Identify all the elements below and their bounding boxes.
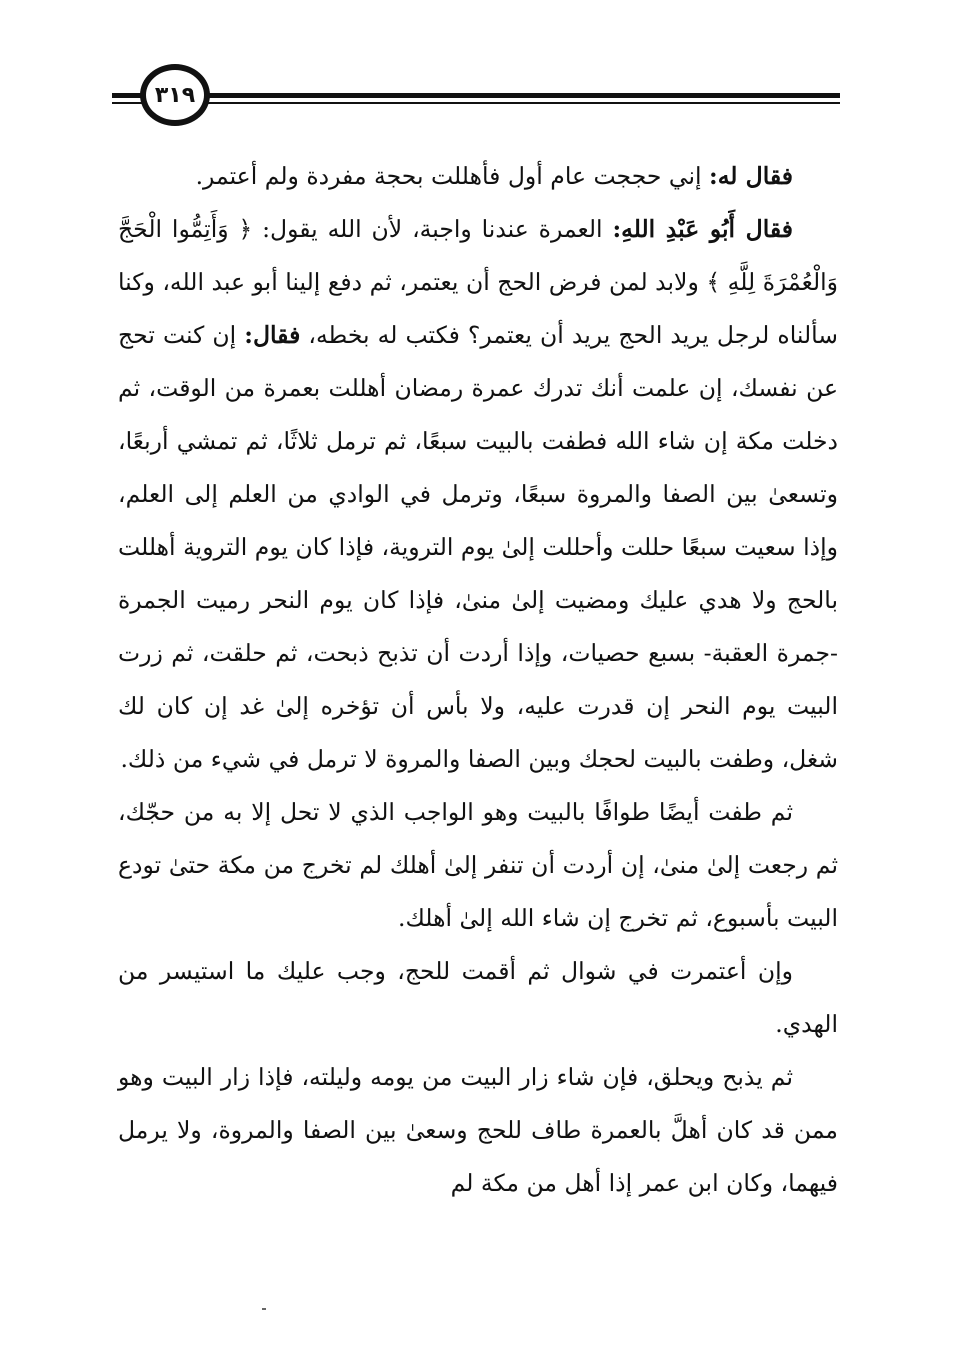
paragraph-text: إن كنت تحج عن نفسك، إن علمت أنك تدرك عمرة رمضان أهللت بعمرة من الوقت، ثم دخلت مكة إن شاء الله فطفت بالبيت سبعًا، ثم ترمل ثلاثًا، ثم تمشي أربعًا، وتسعىٰ بين الصفا والمروة سبعًا، وترمل في الوادي من العلم إلى العلم، وإذا سعيت سبعًا حللت وأحللت إلىٰ يوم التروية، فإذا كان يوم التروية أهللت بالحج ولا هدي عليك ومضيت إلىٰ منىٰ، فإذا كان يوم النحر رميت الجمرة -جمرة العقبة- بسبع حصيات، وإذا أردت أن تذبح ذبحت، ثم حلقت، ثم زرت البيت يوم النحر إن قدرت عليه، ولا بأس أن تؤخره إلىٰ غد إن كان لك شغل، وطفت بالبيت لحجك وبين الصفا والمروة لا ترمل في شيء من ذلك. — [118, 321, 838, 773]
paragraph-text: العمرة عندنا واجبة، لأن الله يقول: ﴿ وَأَتِمُّوا الْحَجَّ وَالْعُمْرَةَ لِلَّهِ ﴾ ولابد لمن فرض الحج أن يعتمر، ثم دفع إلينا أبو عبد الله، وكنا سألناه لرجل يريد الحج يريد أن يعتمر؟ فكتب له بخطه، — [118, 215, 838, 349]
paragraph — [118, 203, 838, 786]
speaker-label: فقال: — [244, 321, 301, 349]
paragraph-text: وإن أعتمرت في شوال ثم أقمت للحج، وجب عليك ما استيسر من الهدي. — [118, 957, 838, 1038]
paragraph — [118, 945, 838, 1051]
page-body — [118, 150, 838, 1210]
footer-mark — [262, 1308, 266, 1310]
paragraph-text: إني حججت عام أول فأهللت بحجة مفردة ولم أعتمر. — [195, 162, 710, 190]
paragraph — [118, 786, 838, 945]
speaker-label: فقال له: — [709, 162, 793, 190]
page-number: ٣١٩ — [154, 82, 196, 108]
header-rule-thin — [112, 102, 840, 104]
page-header — [0, 0, 953, 150]
page-number-badge — [140, 64, 210, 126]
paragraph-text: ثم يذبح ويحلق، فإن شاء زار البيت من يومه وليلته، فإذا زار البيت وهو ممن قد كان أهلَّ بالعمرة طاف للحج وسعىٰ بين الصفا والمروة، ولا يرمل فيهما، وكان ابن عمر إذا أهل من مكة لم — [118, 1063, 838, 1197]
paragraph-text: ثم طفت أيضًا طوافًا بالبيت وهو الواجب الذي لا تحل إلا به من حجّك، ثم رجعت إلىٰ منىٰ، إن أردت أن تنفر إلىٰ أهلك لم تخرج من مكة حتىٰ تودع البيت بأسبوع، ثم تخرج إن شاء الله إلىٰ أهلك. — [118, 798, 838, 932]
paragraph — [118, 150, 838, 203]
paragraph — [118, 1051, 838, 1210]
speaker-label: فقال أَبُو عَبْدِ اللهِ: — [612, 215, 793, 243]
header-rule-thick — [112, 93, 840, 98]
